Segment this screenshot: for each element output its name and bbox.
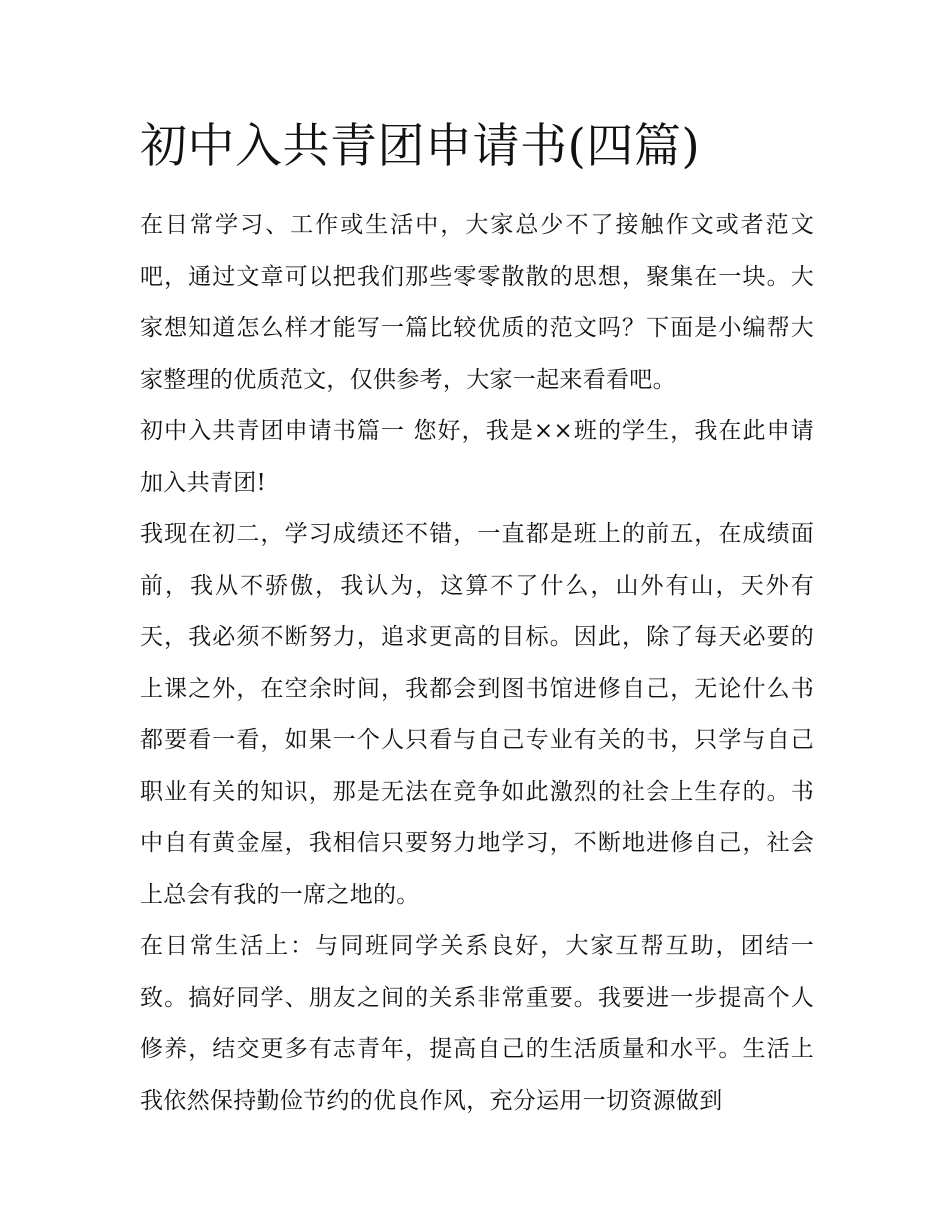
page-title: 初中入共青团申请书(四篇) bbox=[140, 119, 701, 174]
document-content bbox=[140, 112, 814, 1127]
intro-paragraph: 在日常学习、工作或生活中，大家总少不了接触作文或者范文吧，通过文章可以把我们那些零零散散的思想，聚集在一块。大家想知道怎么样才能写一篇比较优质的范文吗？下面是小编帮大家整理的优质范文，仅供参考，大家一起来看看吧。 bbox=[140, 212, 814, 393]
document-body bbox=[140, 200, 814, 1127]
study-paragraph: 我现在初二，学习成绩还不错，一直都是班上的前五，在成绩面前，我从不骄傲，我认为，这算不了什么，山外有山，天外有天，我必须不断努力，追求更高的目标。因此，除了每天必要的上课之外，在空余时间，我都会到图书馆进修自己，无论什么书都要看一看，如果一个人只看与自己专业有关的书，只学与自己职业有关的知识，那是无法在竞争如此激烈的社会上生存的。书中自有黄金屋，我相信只要努力地学习，不断地进修自己，社会上总会有我的一席之地的。 bbox=[140, 521, 814, 908]
essay-one-opening-paragraph: 初中入共青团申请书篇一 您好，我是××班的学生，我在此申请加入共青团! bbox=[140, 418, 814, 496]
daily-life-paragraph: 在日常生活上：与同班同学关系良好，大家互帮互助，团结一致。搞好同学、朋友之间的关系非常重要。我要进一步提高个人修养，结交更多有志青年，提高自己的生活质量和水平。生活上我依然保持勤俭节约的优良作风，充分运用一切资源做到 bbox=[140, 933, 814, 1114]
